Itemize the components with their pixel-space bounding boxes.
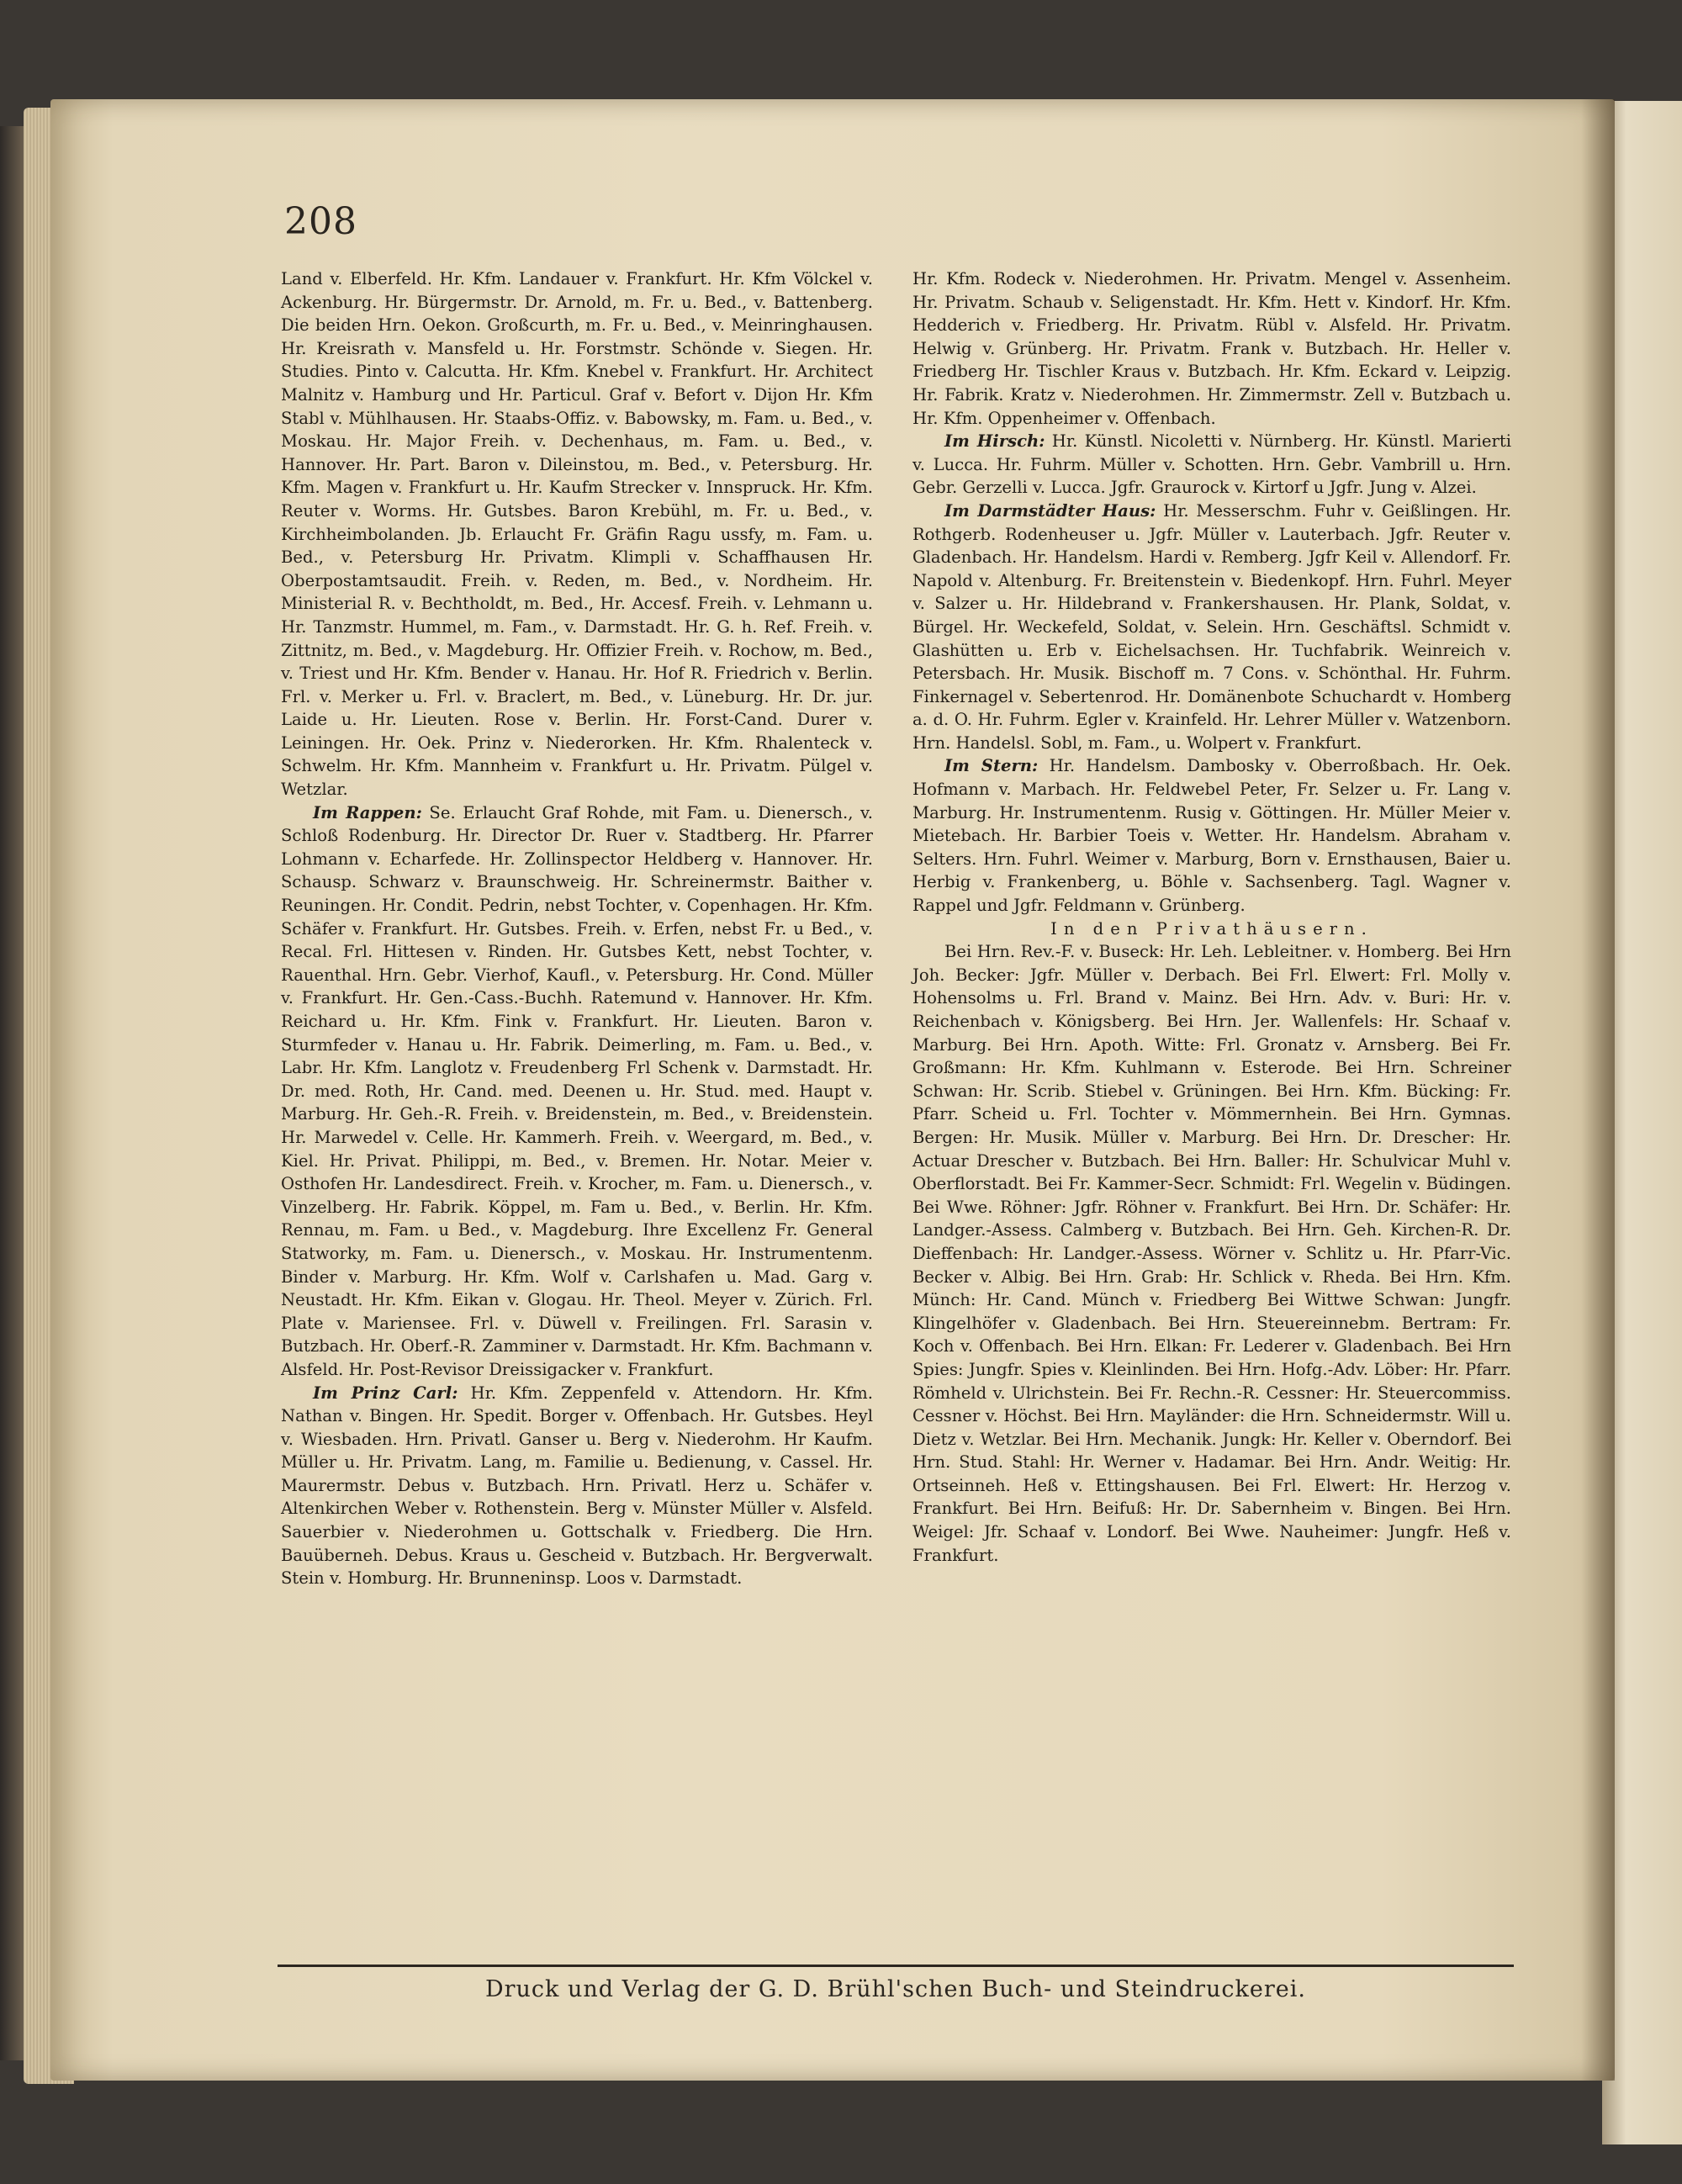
- hotel-guests: Se. Erlaucht Graf Rohde, mit Fam. u. Dienersch., v. Schloß Rodenburg. Hr. Director Dr. Ruer v. Stadtberg. Hr. Pfarrer Lohmann v. Echarfede. Hr. Zollinspector Heldberg v. Hannover. Hr. Schausp. Schwarz v. Braunschweig. Hr. Schreinermstr. Baither v. Reuningen. Hr. Condit. Pedrin, nebst Tochter, v. Copenhagen. Hr. Kfm. Schäfer v. Frankfurt. Hr. Gutsbes. Freih. v. Erfen, nebst Fr. u Bed., v. Recal. Frl. Hittesen v. Rinden. Hr. Gutsbes Kett, nebst Tochter, v. Rauenthal. Hrn. Gebr. Vierhof, Kaufl., v. Petersburg. Hr. Cond. Müller v. Frankfurt. Hr. Gen.-Cass.-Buchh. Ratemund v. Hannover. Hr. Kfm. Reichard u. Hr. Kfm. Fink v. Frankfurt. Hr. Lieuten. Baron v. Sturmfeder v. Hanau u. Hr. Fabrik. Deimerling, m. Fam. u. Bed., v. Labr. Hr. Kfm. Langlotz v. Freudenberg Frl Schenk v. Darmstadt. Hr. Dr. med. Roth, Hr. Cand. med. Deenen u. Hr. Stud. med. Haupt v. Marburg. Hr. Geh.-R. Freih. v. Breidenstein, m. Bed., v. Breidenstein. Hr. Marwedel v. Celle. Hr. Kammerh. Freih. v. Weergard, m. Bed., v. Kiel. Hr. Privat. Philippi, m. Bed., v. Bremen. Hr. Notar. Meier v. Osthofen Hr. Landesdirect. Freih. v. Krocher, m. Fam. u. Dienersch., v. Vinzelberg. Hr. Fabrik. Köppel, m. Fam u. Bed., v. Berlin. Hr. Kfm. Rennau, m. Fam. u Bed., v. Magdeburg. Ihre Excellenz Fr. General Statworky, m. Fam. u. Dienersch., v. Moskau. Hr. Instrumentenm. Binder v. Marburg. Hr. Kfm. Wolf v. Carlshafen u. Mad. Garg v. Neustadt. Hr. Kfm. Eikan v. Glogau. Hr. Theol. Meyer v. Zürich. Frl. Plate v. Mariensee. Frl. v. Düwell v. Freilingen. Frl. Sarasin v. Butzbach. Hr. Oberf.-R. Zamminer v. Darmstadt. Hr. Kfm. Bachmann v. Alsfeld. Hr. Post-Revisor Dreissigacker v. Frankfurt.: [281, 802, 873, 1379]
- hotel-label: Im Rappen:: [313, 802, 422, 822]
- hotel-label: Im Prinz Carl:: [313, 1383, 458, 1403]
- hotel-section-rappen: [281, 801, 873, 1382]
- guest-list-paragraph: Land v. Elberfeld. Hr. Kfm. Landauer v. Frankfurt. Hr. Kfm Völckel v. Ackenburg. Hr. Bürgermstr. Dr. Arnold, m. Fr. u. Bed., v. Battenberg. Die beiden Hrn. Oekon. Großcurth, m. Fr. u. Bed., v. Meinringhausen. Hr. Kreisrath v. Mansfeld u. Hr. Forstmstr. Schönde v. Siegen. Hr. Studies. Pinto v. Calcutta. Hr. Kfm. Knebel v. Frankfurt. Hr. Architect Malnitz v. Hamburg und Hr. Particul. Graf v. Befort v. Dijon Hr. Kfm Stabl v. Mühlhausen. Hr. Staabs-Offiz. v. Babowsky, m. Fam. u. Bed., v. Moskau. Hr. Major Freih. v. Dechenhaus, m. Fam. u. Bed., v. Hannover. Hr. Part. Baron v. Dileinstou, m. Bed., v. Petersburg. Hr. Kfm. Magen v. Frankfurt u. Hr. Kaufm Strecker v. Innspruck. Hr. Kfm. Reuter v. Worms. Hr. Gutsbes. Baron Krebühl, m. Fr. u. Bed., v. Kirchheimbolanden. Jb. Erlaucht Fr. Gräfin Ragu ussfy, m. Fam. u. Bed., v. Petersburg Hr. Privatm. Klimpli v. Schaffhausen Hr. Oberpostamtsaudit. Freih. v. Reden, m. Bed., v. Nordheim. Hr. Ministerial R. v. Bechtholdt, m. Bed., Hr. Accesf. Freih. v. Lehmann u. Hr. Tanzmstr. Hummel, m. Fam., v. Darmstadt. Hr. G. h. Ref. Freih. v. Zittnitz, m. Bed., v. Magdeburg. Hr. Offizier Freih. v. Rochow, m. Bed., v. Triest und Hr. Kfm. Bender v. Hanau. Hr. Hof R. Friedrich v. Berlin. Frl. v. Merker u. Frl. v. Braclert, m. Bed., v. Lüneburg. Hr. Dr. jur. Laide u. Hr. Lieuten. Rose v. Berlin. Hr. Forst-Cand. Durer v. Leiningen. Hr. Oek. Prinz v. Niederorken. Hr. Kfm. Rhalenteck v. Schwelm. Hr. Kfm. Mannheim v. Frankfurt u. Hr. Privatm. Pülgel v. Wetzlar.: [281, 269, 873, 800]
- hotel-section-prinz-carl: [281, 1382, 873, 1590]
- hotel-label: Im Stern:: [944, 756, 1039, 776]
- hotel-guests: Hr. Kfm. Zeppenfeld v. Attendorn. Hr. Kfm. Nathan v. Bingen. Hr. Spedit. Borger v. Offenbach. Hr. Gutsbes. Heyl v. Wiesbaden. Hrn. Privatl. Ganser u. Berg v. Niederohm. Hr Kaufm. Müller u. Hr. Privatm. Lang, m. Familie u. Bedienung, v. Cassel. Hr. Maurermstr. Debus v. Butzbach. Hrn. Privatl. Herz u. Schäfer v. Altenkirchen Weber v. Rothenstein. Berg v. Münster Müller v. Alsfeld. Sauerbier v. Niederohmen u. Gottschalk v. Friedberg. Die Hrn. Bauüberneh. Debus. Kraus u. Gescheid v. Butzbach. Hr. Bergverwalt. Stein v. Homburg. Hr. Brunneninsp. Loos v. Darmstadt.: [281, 1383, 873, 1589]
- left-column: [281, 267, 873, 1590]
- printer-imprint: Druck und Verlag der G. D. Brühl'schen Buch- und Steindruckerei.: [484, 1976, 1306, 2002]
- page-number: 208: [284, 200, 357, 243]
- hotel-label: Im Hirsch:: [944, 431, 1045, 452]
- private-houses-list: Bei Hrn. Rev.-F. v. Buseck: Hr. Leh. Lebleitner. v. Homberg. Bei Hrn Joh. Becker: Jgfr. Müller v. Derbach. Bei Frl. Elwert: Frl. Molly v. Hohensolms u. Frl. Brand v. Mainz. Bei Hrn. Adv. v. Buri: Hr. v. Reichenbach v. Königsberg. Bei Hrn. Jer. Wallenfels: Hr. Schaaf v. Marburg. Bei Hrn. Apoth. Witte: Frl. Gronatz v. Arnsberg. Bei Fr. Großmann: Hr. Kfm. Kuhlmann v. Esterode. Bei Hrn. Schreiner Schwan: Hr. Scrib. Stiebel v. Grüningen. Bei Hrn. Kfm. Bücking: Fr. Pfarr. Scheid u. Frl. Tochter v. Mömmernhein. Bei Hrn. Gymnas. Bergen: Hr. Musik. Müller v. Marburg. Bei Hrn. Dr. Drescher: Hr. Actuar Drescher v. Butzbach. Bei Hrn. Baller: Hr. Schulvicar Muhl v. Oberflorstadt. Bei Fr. Kammer-Secr. Schmidt: Frl. Wegelin v. Büdingen. Bei Wwe. Röhner: Jgfr. Röhner v. Frankfurt. Bei Hrn. Dr. Schäfer: Hr. Landger.-Assess. Calmberg v. Butzbach. Bei Hrn. Geh. Kirchen-R. Dr. Dieffenbach: Hr. Landger.-Assess. Wörner v. Schlitz u. Hr. Pfarr-Vic. Becker v. Albig. Bei Hrn. Grab: Hr. Schlick v. Rheda. Bei Hrn. Kfm. Münch: Hr. Cand. Münch v. Friedberg Bei Wittwe Schwan: Jungfr. Klingelhöfer v. Gladenbach. Bei Hrn. Steuereinnebm. Bertram: Fr. Koch v. Offenbach. Bei Hrn. Elkan: Fr. Lederer v. Gladenbach. Bei Hrn Spies: Jungfr. Spies v. Kleinlinden. Bei Hrn. Hofg.-Adv. Löber: Hr. Pfarr. Römheld v. Ulrichstein. Bei Fr. Rechn.-R. Cessner: Hr. Steuercommiss. Cessner v. Höchst. Bei Hrn. Mayländer: die Hrn. Schneidermstr. Will u. Dietz v. Wetzlar. Bei Hrn. Mechanik. Jungk: Hr. Keller v. Oberndorf. Bei Hrn. Stud. Stahl: Hr. Werner v. Hadamar. Bei Hrn. Andr. Weitig: Hr. Ortseinneh. Heß v. Ettingshausen. Bei Frl. Elwert: Hr. Herzog v. Frankfurt. Bei Hrn. Beifuß: Hr. Dr. Sabernheim v. Bingen. Bei Hrn. Weigel: Jfr. Schaaf v. Londorf. Bei Wwe. Nauheimer: Jungfr. Heß v. Frankfurt.: [912, 942, 1511, 1565]
- footer-rule: [278, 1965, 1514, 1967]
- hotel-section-stern: [912, 754, 1511, 917]
- section-heading-private-houses: In den Privathäusern.: [1050, 918, 1373, 939]
- guest-list-paragraph: Hr. Kfm. Rodeck v. Niederohmen. Hr. Privatm. Mengel v. Assenheim. Hr. Privatm. Schaub v. Seligenstadt. Hr. Kfm. Hett v. Kindorf. Hr. Kfm. Hedderich v. Friedberg. Hr. Privatm. Rübl v. Alsfeld. Hr. Privatm. Helwig v. Grünberg. Hr. Privatm. Frank v. Butzbach. Hr. Heller v. Friedberg Hr. Tischler Kraus v. Butzbach. Hr. Kfm. Eckard v. Leipzig. Hr. Fabrik. Kratz v. Niederohmen. Hr. Zimmermstr. Zell v. Butzbach u. Hr. Kfm. Oppenheimer v. Offenbach.: [912, 269, 1511, 428]
- right-column: [912, 267, 1511, 1567]
- hotel-label: Im Darmstädter Haus:: [944, 500, 1156, 521]
- page-gutter-shadow: [1581, 99, 1615, 2081]
- hotel-section-darmstaedter-haus: [912, 500, 1511, 755]
- hotel-guests: Hr. Handelsm. Dambosky v. Oberroßbach. Hr. Oek. Hofmann v. Marbach. Hr. Feldwebel Peter, Fr. Selzer u. Fr. Lang v. Marburg. Hr. Instrumentenm. Rusig v. Göttingen. Hr. Müller Meier v. Mietebach. Hr. Barbier Toeis v. Wetter. Hr. Handelsm. Abraham v. Selters. Hrn. Fuhrl. Weimer v. Marburg, Born v. Ernsthausen, Baier u. Herbig v. Frankenberg, u. Böhle v. Sachsenberg. Tagl. Wagner v. Rappel und Jgfr. Feldmann v. Grünberg.: [912, 756, 1511, 916]
- hotel-guests: Hr. Künstl. Nicoletti v. Nürnberg. Hr. Künstl. Marierti v. Lucca. Hr. Fuhrm. Müller v. Schotten. Hrn. Gebr. Vambrill u. Hrn. Gebr. Gerzelli v. Lucca. Jgfr. Graurock v. Kirtorf u Jgfr. Jung v. Alzei.: [912, 431, 1511, 498]
- hotel-guests: Hr. Messerschm. Fuhr v. Geißlingen. Hr. Rothgerb. Rodenheuser u. Jgfr. Müller v. Lauterbach. Jgfr. Reuter v. Gladenbach. Hr. Handelsm. Hardi v. Remberg. Jgfr Keil v. Allendorf. Fr. Napold v. Altenburg. Fr. Breitenstein v. Biedenkopf. Hrn. Fuhrl. Meyer v. Salzer u. Hr. Hildebrand v. Frankershausen. Hr. Plank, Soldat, v. Bürgel. Hr. Weckefeld, Soldat, v. Selein. Hrn. Geschäftsl. Schmidt v. Glashütten u. Erb v. Eichelsachsen. Hr. Tuchfabrik. Weinreich v. Petersbach. Hr. Musik. Bischoff m. 7 Cons. v. Schönthal. Hr. Fuhrm. Finkernagel v. Sebertenrod. Hr. Domänenbote Schuchardt v. Homberg a. d. O. Hr. Fuhrm. Egler v. Krainfeld. Hr. Lehrer Müller v. Watzenborn. Hrn. Handelsl. Sobl, m. Fam., u. Wolpert v. Frankfurt.: [912, 500, 1511, 753]
- hotel-section-hirsch: [912, 430, 1511, 500]
